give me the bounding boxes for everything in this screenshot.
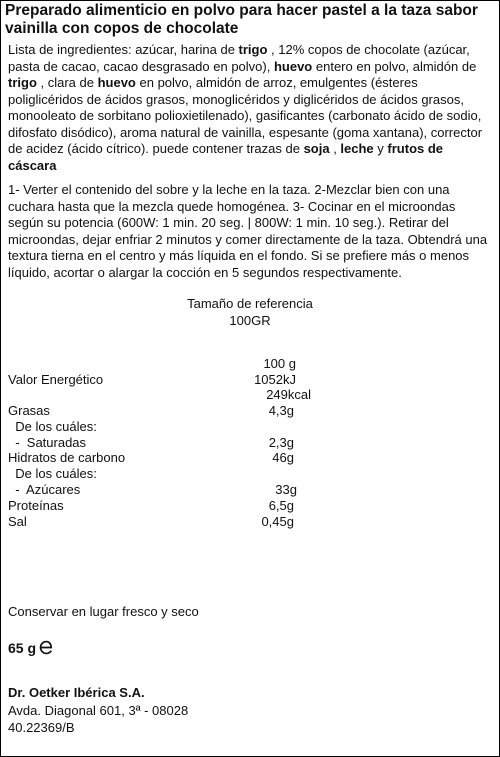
ingredients-text: en polvo, almidón de arroz, emulgentes (ésteres poliglicéridos de ácidos grasos, monoglicéridos y diglicéridos de ácidos grasos, monooleato de sorbitano polioxietilenado), gasificantes (carbonato ácido de sodio, difosfato disódico), aroma natural de vainilla, espesante (goma xantana), corrector de acidez (ácido cítrico). puede contener trazas de (8, 75, 483, 156)
net-weight (8, 639, 55, 656)
energy-kj: 1052kJ (254, 372, 296, 387)
nutrient-label: Proteínas (8, 498, 64, 513)
nutrient-label: - Azúcares (8, 482, 81, 497)
ingredients-list (8, 42, 494, 174)
ingredients-text: entero en polvo, almidón de (312, 58, 477, 74)
nutrient-label: De los cuáles: (8, 466, 97, 481)
ingredients-text: Lista de ingredientes: azúcar, harina de (8, 42, 239, 57)
nutrient-value: 33g (275, 482, 297, 497)
allergen-wheat: trigo (8, 75, 37, 90)
company-address: Avda. Diagonal 601, 3ª - 08028 (8, 703, 189, 718)
net-weight-value: 65 g (8, 639, 37, 656)
nutrient-value: 6,5g (268, 498, 294, 513)
energy-label: Valor Energético (8, 372, 104, 387)
company-code: 40.22369/B (8, 720, 75, 735)
company-name: Dr. Oetker Ibérica S.A. (8, 685, 145, 700)
preparation-instructions: 1- Verter el contenido del sobre y la leche en la taza. 2-Mezclar bien con una cuchara hasta que la mezcla quede homogénea. 3- Cocinar en el microondas según su potencia (600W: 1 min. 20 seg. | 800W: 1 min. 10 seg.). Retirar del microondas, dejar enfriar 2 minutos y comer directamente de la taza. Obtendrá una textura tierna en el centro y más líquida en el fondo. Si se prefiere más o menos líquido, acortar o alargar la cocción en 5 segundos respectivamente. (8, 182, 488, 280)
nutrient-value: 46g (272, 450, 294, 465)
reference-size-title: Tamaño de referencia (187, 296, 313, 311)
ingredients-text: , clara de (36, 75, 98, 90)
nutrient-label: De los cuáles: (8, 419, 97, 434)
nutrition-column-header: 100 g (263, 356, 296, 371)
reference-size-value: 100GR (229, 313, 271, 328)
nutrient-label: Hidratos de carbono (8, 450, 126, 465)
ingredients-text: , 12% copos de chocolate (azúcar, pasta de cacao, cacao desgrasado en polvo), (8, 42, 470, 74)
storage-note: Conservar en lugar fresco y seco (8, 604, 199, 619)
product-title: Preparado alimenticio en polvo para hacer pastel a la taza sabor vainilla con copos de chocolate (5, 2, 478, 37)
nutrient-value: 2,3g (268, 435, 294, 450)
ingredients-text: , (329, 141, 341, 156)
energy-kcal: 249kcal (266, 387, 311, 402)
nutrient-label: Grasas (8, 403, 50, 418)
allergen-soy: soja (303, 141, 330, 156)
nutrient-label: Sal (8, 514, 27, 529)
allergen-egg: huevo (97, 75, 136, 90)
allergen-nuts: frutos de cáscara (8, 141, 444, 173)
allergen-milk: leche (340, 141, 374, 156)
allergen-egg: huevo (273, 58, 313, 74)
nutrient-label: - Saturadas (8, 435, 87, 450)
ingredients-text: y (373, 141, 388, 156)
nutrient-value: 4,3g (268, 403, 294, 418)
allergen-wheat: trigo (238, 42, 268, 57)
estimated-sign-icon (38, 639, 55, 656)
nutrient-value: 0,45g (261, 514, 294, 529)
